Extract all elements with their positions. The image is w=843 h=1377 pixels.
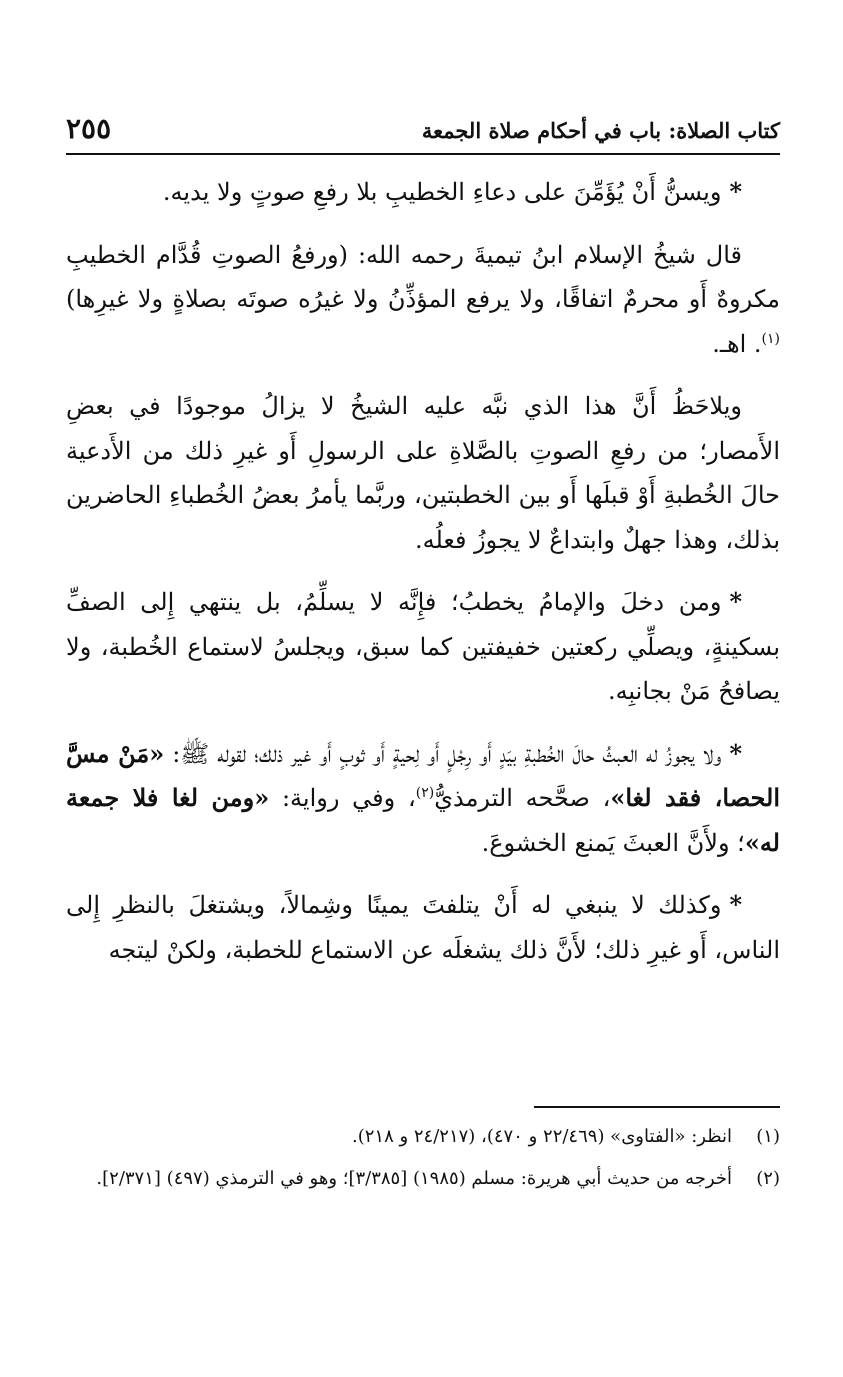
paragraph-4 — [66, 580, 780, 714]
paragraph-6-text: وكذلك لا ينبغي له أَنْ يتلفتَ يمينًا وشِمالاً، ويشتغلَ بالنظرِ إِلى الناس، أَو غيرِ ذلك؛ لأَنَّ ذلك يشغلَه عن الاستماع للخطبة، ولكنْ ليتجه — [66, 891, 780, 964]
paragraph-4-text: ومن دخلَ والإمامُ يخطبُ؛ فإِنَّه لا يسلِّمُ، بل ينتهي إِلى الصفِّ بسكينةٍ، ويصلِّي ركعتين خفيفتين كما سبق، ويجلسُ لاستماع الخُطبة، ولا يصافحُ مَنْ بجانبِه. — [66, 588, 780, 705]
paragraph-5-text-c: ، وفي رواية: — [281, 784, 416, 812]
paragraph-5-text-b: ، صحَّحه الترمذيُّ — [434, 784, 611, 812]
paragraph-5-text-a: ولا يجوزُ له العبثُ حالَ الخُطبةِ بيَدٍ أَو رِجْلٍ أَو لِحيةٍ أَو ثوبٍ أَو غير ذلك؛ لقوله ﷺ: — [172, 739, 722, 768]
paragraph-5-text-d: ؛ ولأَنَّ العبثَ يَمنع الخشوعَ. — [481, 828, 745, 857]
footnote-2-text: أخرجه من حديث أبي هريرة: مسلم (١٩٨٥) [٣/٣٨٥]؛ وهو في الترمذي (٤٩٧) [٢/٣٧١]. — [96, 1168, 732, 1189]
page-header — [66, 112, 780, 154]
page-number: ٢٥٥ — [66, 112, 112, 145]
star-bullet: * — [729, 587, 742, 616]
footnote-rule — [534, 1106, 780, 1108]
paragraph-6 — [66, 883, 780, 972]
footnote-2 — [66, 1160, 780, 1198]
header-rule — [66, 153, 780, 155]
paragraph-2-text: قال شيخُ الإسلام ابنُ تيميةَ رحمه الله: (ورفعُ الصوتِ قُدَّام الخطيبِ مكروهٌ أَو محرمٌ اتفاقًا، ولا يرفع المؤذِّنُ ولا غيرُه صوتَه بصلاةٍ ولا غيرِها) — [66, 240, 780, 313]
footnotes — [66, 1118, 780, 1202]
paragraph-2 — [66, 233, 780, 367]
paragraph-2-end: . اهـ. — [712, 329, 762, 358]
star-bullet: * — [729, 177, 742, 206]
footnote-ref-2[interactable]: (٢) — [415, 785, 435, 801]
hadith-quote-2: «ومن لغا فلا جمعة له» — [66, 783, 780, 857]
paragraph-1 — [66, 170, 780, 215]
footnote-1 — [66, 1118, 780, 1156]
footnote-ref-1[interactable]: (١) — [761, 330, 780, 347]
paragraph-3 — [66, 384, 780, 562]
main-text — [66, 170, 780, 972]
footnote-2-number: (٢) — [756, 1168, 780, 1189]
footnote-1-text: انظر: «الفتاوى» (٢٢/٤٦٩ و ٤٧٠)، (٢٤/٢١٧ و ٢١٨). — [351, 1126, 732, 1147]
hadith-quote-1: «مَنْ مسَّ الحصا، فقد لغا» — [66, 738, 780, 812]
star-bullet: * — [729, 738, 742, 768]
star-bullet: * — [729, 890, 742, 919]
paragraph-5 — [66, 732, 780, 866]
paragraph-1-text: ويسنُّ أَنْ يُؤَمِّنَ على دعاءِ الخطيبِ بلا رفعِ صوتٍ ولا يديه. — [162, 178, 722, 206]
running-title: كتاب الصلاة: باب في أحكام صلاة الجمعة — [421, 118, 780, 143]
footnote-1-number: (١) — [756, 1126, 780, 1147]
paragraph-3-text: ويلاحَظُ أَنَّ هذا الذي نبَّه عليه الشيخُ لا يزالُ موجودًا في بعضِ الأَمصار؛ من رفعِ الصوتِ بالصَّلاةِ على الرسولِ أَو غيرِ ذلك من الأَدعية حالَ الخُطبةِ أَوْ قبلَها أَو بين الخطبتين، وربَّما يأمرُ بعضُ الخُطباءِ الحاضرين بذلك، وهذا جهلٌ وابتداعٌ لا يجوزُ فعلُه. — [66, 392, 780, 554]
